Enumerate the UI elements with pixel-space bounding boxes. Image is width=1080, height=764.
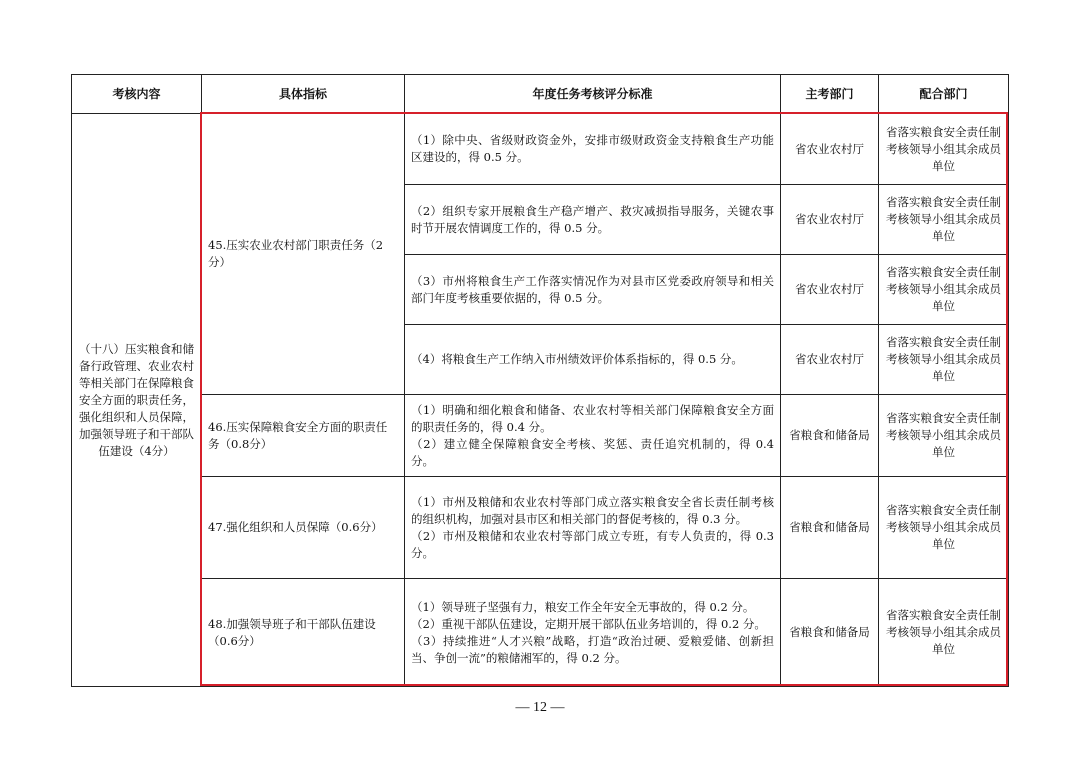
lead-dept-cell: 省粮食和储备局 [781,477,879,579]
standard-item: （1）除中央、省级财政资金外，安排市级财政资金支持粮食生产功能区建设的，得 0.5 分。 [411,133,774,164]
lead-dept-cell: 省粮食和储备局 [781,579,879,687]
assessment-table [71,74,1009,687]
header-lead-dept: 主考部门 [781,75,879,114]
standard-cell [405,114,781,185]
header-standard: 年度任务考核评分标准 [405,75,781,114]
header-partner-dept: 配合部门 [879,75,1009,114]
standard-cell [405,255,781,325]
header-indicator: 具体指标 [202,75,405,114]
partner-dept-cell: 省落实粮食安全责任制考核领导小组其余成员单位 [879,477,1009,579]
lead-dept-cell: 省粮食和储备局 [781,395,879,477]
indicator-47: 47.强化组织和人员保障（0.6分） [202,477,405,579]
page-number: — 12 — [515,700,565,715]
standard-item: （2）市州及粮储和农业农村等部门成立专班，有专人负责的，得 0.3 分。 [411,528,774,560]
table-header-row [72,75,1009,114]
table-row [72,579,1009,687]
standard-item: （1）领导班子坚强有力，粮安工作全年安全无事故的，得 0.2 分。 [411,599,755,614]
standard-item: （3）市州将粮食生产工作落实情况作为对县市区党委政府领导和相关部门年度考核重要依据的，得 0.5 分。 [411,273,774,305]
indicator-45: 45.压实农业农村部门职责任务（2分） [202,114,405,395]
standard-item: （1）市州及粮储和农业农村等部门成立落实粮食安全省长责任制考核的组织机构，加强对县市区和相关部门的督促考核的，得 0.3 分。 [411,494,774,526]
lead-dept-cell: 省农业农村厅 [781,325,879,395]
lead-dept-cell: 省农业农村厅 [781,255,879,325]
indicator-48: 48.加强领导班子和干部队伍建设（0.6分） [202,579,405,687]
partner-dept-cell: 省落实粮食安全责任制考核领导小组其余成员单位 [879,579,1009,687]
standard-item: （4）将粮食生产工作纳入市州绩效评价体系指标的，得 0.5 分。 [411,352,743,366]
partner-dept-cell: 省落实粮食安全责任制考核领导小组其余成员单位 [879,395,1009,477]
standard-item: （3）持续推进“人才兴粮”战略，打造“政治过硬、爱粮爱储、创新担当、争创一流”的粮储湘军的，得 0.2 分。 [411,633,774,665]
partner-dept-cell: 省落实粮食安全责任制考核领导小组其余成员单位 [879,255,1009,325]
partner-dept-cell: 省落实粮食安全责任制考核领导小组其余成员单位 [879,114,1009,185]
standard-cell [405,579,781,687]
standard-item: （1）明确和细化粮食和储备、农业农村等相关部门保障粮食安全方面的职责任务的，得 0.4 分。 [411,402,774,434]
standard-cell [405,477,781,579]
standard-item: （2）组织专家开展粮食生产稳产增产、救灾减损指导服务，关键农事时节开展农情调度工作的，得 0.5 分。 [411,203,774,235]
indicator-46: 46.压实保障粮食安全方面的职责任务（0.8分） [202,395,405,477]
partner-dept-cell: 省落实粮食安全责任制考核领导小组其余成员单位 [879,185,1009,255]
standard-item: （2）重视干部队伍建设，定期开展干部队伍业务培训的，得 0.2 分。 [411,616,766,631]
standard-cell [405,185,781,255]
standard-cell [405,395,781,477]
standard-cell [405,325,781,395]
table-row [72,114,1009,185]
partner-dept-cell: 省落实粮食安全责任制考核领导小组其余成员单位 [879,325,1009,395]
lead-dept-cell: 省农业农村厅 [781,114,879,185]
lead-dept-cell: 省农业农村厅 [781,185,879,255]
table-row [72,395,1009,477]
standard-item: （2）建立健全保障粮食安全考核、奖惩、责任追究机制的，得 0.4 分。 [411,436,774,468]
table-row [72,477,1009,579]
header-content: 考核内容 [72,75,202,114]
category-cell: （十八）压实粮食和储备行政管理、农业农村等相关部门在保障粮食安全方面的职责任务，强化组织和人员保障，加强领导班子和干部队伍建设（4分） [72,114,202,687]
